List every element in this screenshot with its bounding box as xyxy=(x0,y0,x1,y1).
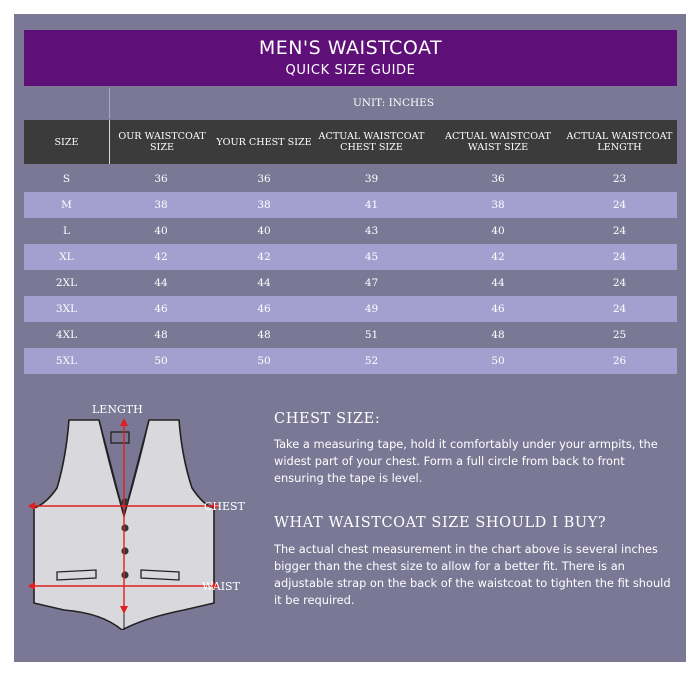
table-row xyxy=(24,322,677,348)
measure-cell: 46 xyxy=(154,303,168,315)
measure-cell: 48 xyxy=(154,329,168,341)
button xyxy=(121,547,128,554)
measure-cell: 25 xyxy=(612,329,627,341)
size-cell: L xyxy=(63,225,70,237)
measure-cell: 51 xyxy=(364,329,379,341)
measure-cell: 52 xyxy=(364,355,379,367)
measure-cell: 24 xyxy=(612,225,627,237)
page-subtitle: QUICK SIZE GUIDE xyxy=(285,63,416,78)
unit-label: UNIT: INCHES xyxy=(352,97,435,109)
table-row xyxy=(24,244,677,270)
measure-cell: 42 xyxy=(154,251,168,263)
measure-cell: 49 xyxy=(364,303,379,315)
size-cell: XL xyxy=(59,251,74,263)
measure-cell: 40 xyxy=(491,225,505,237)
measure-cell: 46 xyxy=(491,303,505,315)
header-actual-chest: ACTUAL WAISTCOAT CHEST SIZE xyxy=(318,131,425,153)
measure-cell: 50 xyxy=(491,355,505,367)
measure-cell: 47 xyxy=(364,277,379,289)
chest-size-text: Take a measuring tape, hold it comfortably under your armpits, the widest part of your chest. Form a full circle from back to front ensuring the tape is level. xyxy=(274,437,658,485)
measure-cell: 24 xyxy=(612,303,627,315)
measure-cell: 40 xyxy=(257,225,271,237)
button xyxy=(121,498,128,505)
measure-cell: 23 xyxy=(612,173,627,185)
measure-cell: 38 xyxy=(491,199,505,211)
chest-arrow-left xyxy=(28,502,35,510)
length-label: LENGTH xyxy=(92,403,143,416)
size-cell: M xyxy=(61,199,72,211)
measure-cell: 38 xyxy=(257,199,271,211)
measure-cell: 44 xyxy=(491,277,505,289)
measure-cell: 36 xyxy=(154,173,168,185)
measure-cell: 43 xyxy=(364,225,379,237)
measure-cell: 50 xyxy=(154,355,168,367)
measure-cell: 24 xyxy=(612,251,627,263)
neck-label xyxy=(111,432,129,443)
unit-row-spacer xyxy=(24,88,110,119)
table-row xyxy=(24,192,677,218)
header-actual-length: ACTUAL WAISTCOAT LENGTH xyxy=(566,131,673,153)
table-row xyxy=(24,218,677,244)
page-title: MEN'S WAISTCOAT xyxy=(258,37,443,59)
measure-cell: 44 xyxy=(154,277,168,289)
size-cell: S xyxy=(62,173,71,185)
size-cell: 3XL xyxy=(55,303,78,315)
measure-cell: 39 xyxy=(364,173,379,185)
header-actual-waist: ACTUAL WAISTCOAT WAIST SIZE xyxy=(445,131,551,153)
measure-cell: 41 xyxy=(364,199,379,211)
button xyxy=(121,571,128,578)
measure-cell: 50 xyxy=(257,355,271,367)
buy-size-text: The actual chest measurement in the chart above is several inches bigger than the chest size to allow for a better fit. There is an adjustable strap on the back of the waistcoat to tighten the fit should it be required. xyxy=(274,542,671,607)
header-size: SIZE xyxy=(54,136,79,148)
table-row xyxy=(24,348,677,374)
chest-label: CHEST xyxy=(204,500,245,513)
measure-cell: 38 xyxy=(154,199,168,211)
header-our-size: OUR WAISTCOAT SIZE xyxy=(109,120,214,164)
measure-cell: 42 xyxy=(491,251,505,263)
table-header xyxy=(24,120,677,164)
buy-size-section xyxy=(274,515,679,609)
table-row xyxy=(24,270,677,296)
title-banner xyxy=(24,30,677,86)
measure-cell: 36 xyxy=(491,173,505,185)
waist-arrow-left xyxy=(28,582,35,590)
measure-cell: 46 xyxy=(257,303,271,315)
measure-cell: 24 xyxy=(612,199,627,211)
buy-size-heading: WHAT WAISTCOAT SIZE SHOULD I BUY? xyxy=(274,515,607,531)
waist-label: WAIST xyxy=(202,580,240,593)
table-row xyxy=(24,166,677,192)
measure-cell: 42 xyxy=(257,251,271,263)
measure-cell: 24 xyxy=(612,277,627,289)
chest-size-heading: CHEST SIZE: xyxy=(274,411,381,427)
size-cell: 2XL xyxy=(55,277,78,289)
measure-cell: 36 xyxy=(257,173,271,185)
waistcoat-diagram xyxy=(24,398,259,630)
measure-cell: 45 xyxy=(364,251,379,263)
measure-cell: 26 xyxy=(612,355,627,367)
measure-cell: 48 xyxy=(257,329,271,341)
unit-row xyxy=(24,88,677,119)
button xyxy=(121,524,128,531)
length-arrow-top xyxy=(120,418,128,426)
measure-cell: 48 xyxy=(491,329,505,341)
measure-cell: 40 xyxy=(154,225,168,237)
size-cell: 5XL xyxy=(55,355,78,367)
header-chest-size: YOUR CHEST SIZE xyxy=(216,136,312,148)
size-cell: 4XL xyxy=(55,329,78,341)
table-row xyxy=(24,296,677,322)
measure-cell: 44 xyxy=(257,277,271,289)
chest-size-section xyxy=(274,411,674,487)
